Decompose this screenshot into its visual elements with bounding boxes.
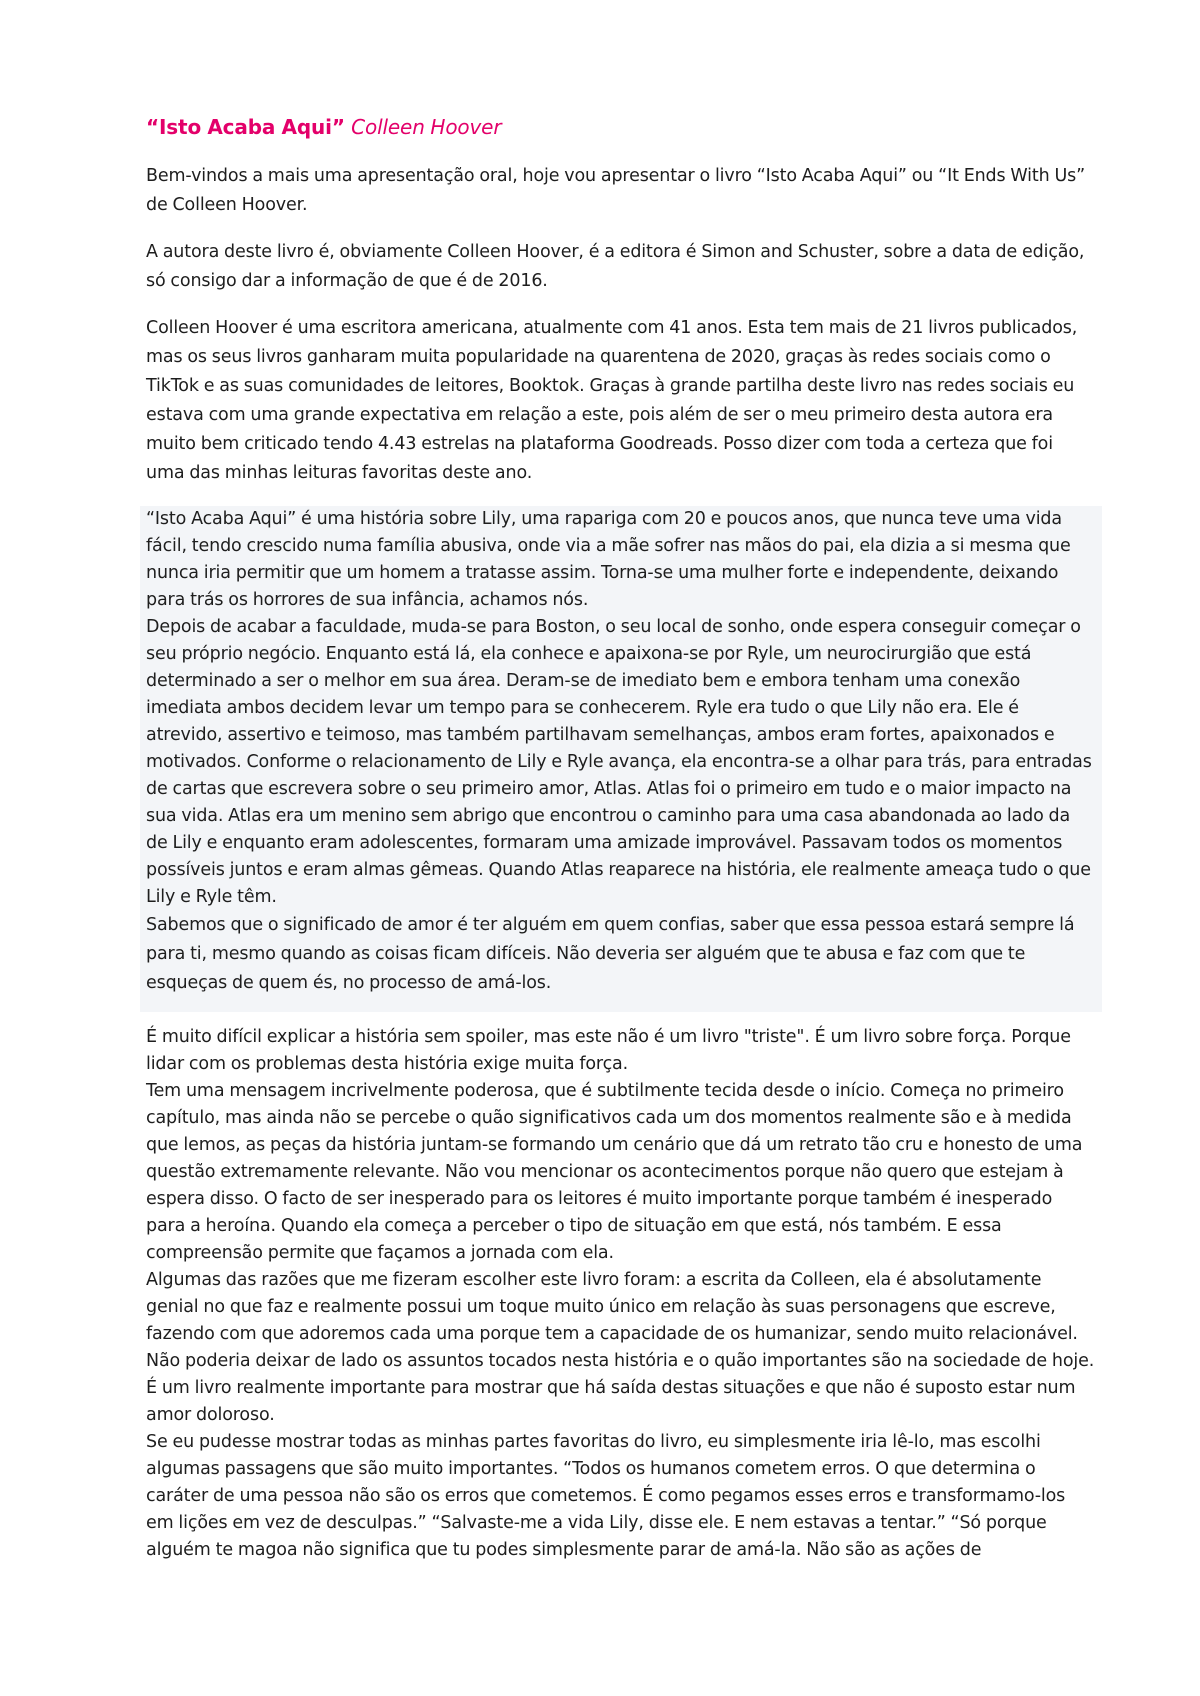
synopsis-paragraph-lily: “Isto Acaba Aqui” é uma história sobre Lily, uma rapariga com 20 e poucos anos, que nunca teve uma vida fácil, tendo crescido numa família abusiva, onde via a mãe sofrer nas mãos do pai, ela dizia a si mesma que nunca iria permitir que um homem a tratasse assim. Torna-se uma mulher forte e independente, deixando para trás os horrores de sua infância, achamos nós. bbox=[146, 509, 1071, 610]
document-title bbox=[146, 112, 1096, 142]
review-paragraph-quotes: Se eu pudesse mostrar todas as minhas partes favoritas do livro, eu simplesmente iria lê-lo, mas escolhi algumas passagens que são muito importantes. “Todos os humanos cometem erros. O que determina o caráter de uma pessoa não são os erros que cometemos. É como pegamos esses erros e transformamo-los em lições em vez de desculpas.” “Salvaste-me a vida Lily, disse ele. E nem estavas a tentar.” “Só porque alguém te magoa não significa que tu podes simplesmente parar de amá-la. Não são as ações de bbox=[146, 1432, 1066, 1560]
author-publisher-paragraph: A autora deste livro é, obviamente Colleen Hoover, é a editora é Simon and Schuster, sobre a data de edição, só consigo dar a informação de que é de 2016. bbox=[146, 242, 1085, 291]
synopsis-paragraph-boston: Depois de acabar a faculdade, muda-se para Boston, o seu local de sonho, onde espera conseguir começar o seu próprio negócio. Enquanto está lá, ela conhece e apaixona-se por Ryle, um neurocirurgião que está determinado a ser o melhor em sua área. Deram-se de imediato bem e embora tenham uma conexão imediata ambos decidem levar um tempo para se conhecerem. Ryle era tudo o que Lily não era. Ele é atrevido, assertivo e teimoso, mas também partilhavam semelhanças, ambos eram fortes, apaixonados e motivados. Conforme o relacionamento de Lily e Ryle avança, ela encontra-se a olhar para trás, para entradas de cartas que escrevera sobre o seu primeiro amor, Atlas. Atlas foi o primeiro em tudo e o maior impacto na sua vida. Atlas era um menino sem abrigo que encontrou o caminho para uma casa abandonada ao lado da de Lily e enquanto eram adolescentes, formaram uma amizade improvável. Passavam todos os momentos possíveis juntos e eram almas gêmeas. Quando Atlas reaparece na história, ele realmente ameaça tudo o que Lily e Ryle têm. bbox=[146, 617, 1092, 907]
synopsis-paragraph-love: Sabemos que o significado de amor é ter alguém em quem confias, saber que essa pessoa estará sempre lá para ti, mesmo quando as coisas ficam difíceis. Não deveria ser alguém que te abusa e faz com que te esqueças de quem és, no processo de amá-los. bbox=[146, 915, 1075, 993]
review-paragraph-topics: Não poderia deixar de lado os assuntos tocados nesta história e o quão importantes são na sociedade de hoje. É um livro realmente importante para mostrar que há saída destas situações e que não é suposto estar num amor doloroso. bbox=[146, 1351, 1095, 1425]
intro-paragraph: Bem-vindos a mais uma apresentação oral, hoje vou apresentar o livro “Isto Acaba Aqui” ou “It Ends With Us” de Colleen Hoover. bbox=[146, 166, 1085, 215]
synopsis-block bbox=[140, 506, 1102, 1012]
author-name: Colleen Hoover bbox=[351, 115, 502, 139]
review-paragraph-spoiler: É muito difícil explicar a história sem spoiler, mas este não é um livro "triste". É um livro sobre força. Porque lidar com os problemas desta história exige muita força. bbox=[146, 1027, 1071, 1074]
document-body bbox=[146, 112, 1096, 1564]
author-bio-paragraph: Colleen Hoover é uma escritora americana, atualmente com 41 anos. Esta tem mais de 21 livros publicados, mas os seus livros ganharam muita popularidade na quarentena de 2020, graças às redes sociais como o TikTok e as suas comunidades de leitores, Booktok. Graças à grande partilha deste livro nas redes sociais eu estava com uma grande expectativa em relação a este, pois além de ser o meu primeiro desta autora era muito bem criticado tendo 4.43 estrelas na plataforma Goodreads. Posso dizer com toda a certeza que foi uma das minhas leituras favoritas deste ano. bbox=[146, 318, 1078, 483]
review-paragraph-message: Tem uma mensagem incrivelmente poderosa, que é subtilmente tecida desde o início. Começa no primeiro capítulo, mas ainda não se percebe o quão significativos cada um dos momentos realmente são e à medida que lemos, as peças da história juntam-se formando um cenário que dá um retrato tão cru e honesto de uma questão extremamente relevante. Não vou mencionar os acontecimentos porque não quero que estejam à espera disso. O facto de ser inesperado para os leitores é muito importante porque também é inesperado para a heroína. Quando ela começa a perceber o tipo de situação em que está, nós também. E essa compreensão permite que façamos a jornada com ela. bbox=[146, 1081, 1083, 1263]
review-block bbox=[146, 1024, 1096, 1564]
review-paragraph-reasons: Algumas das razões que me fizeram escolher este livro foram: a escrita da Colleen, ela é absolutamente genial no que faz e realmente possui um toque muito único em relação às suas personagens que escreve, fazendo com que adoremos cada uma porque tem a capacidade de os humanizar, sendo muito relacionável. bbox=[146, 1270, 1078, 1344]
book-title: “Isto Acaba Aqui” bbox=[146, 115, 345, 139]
